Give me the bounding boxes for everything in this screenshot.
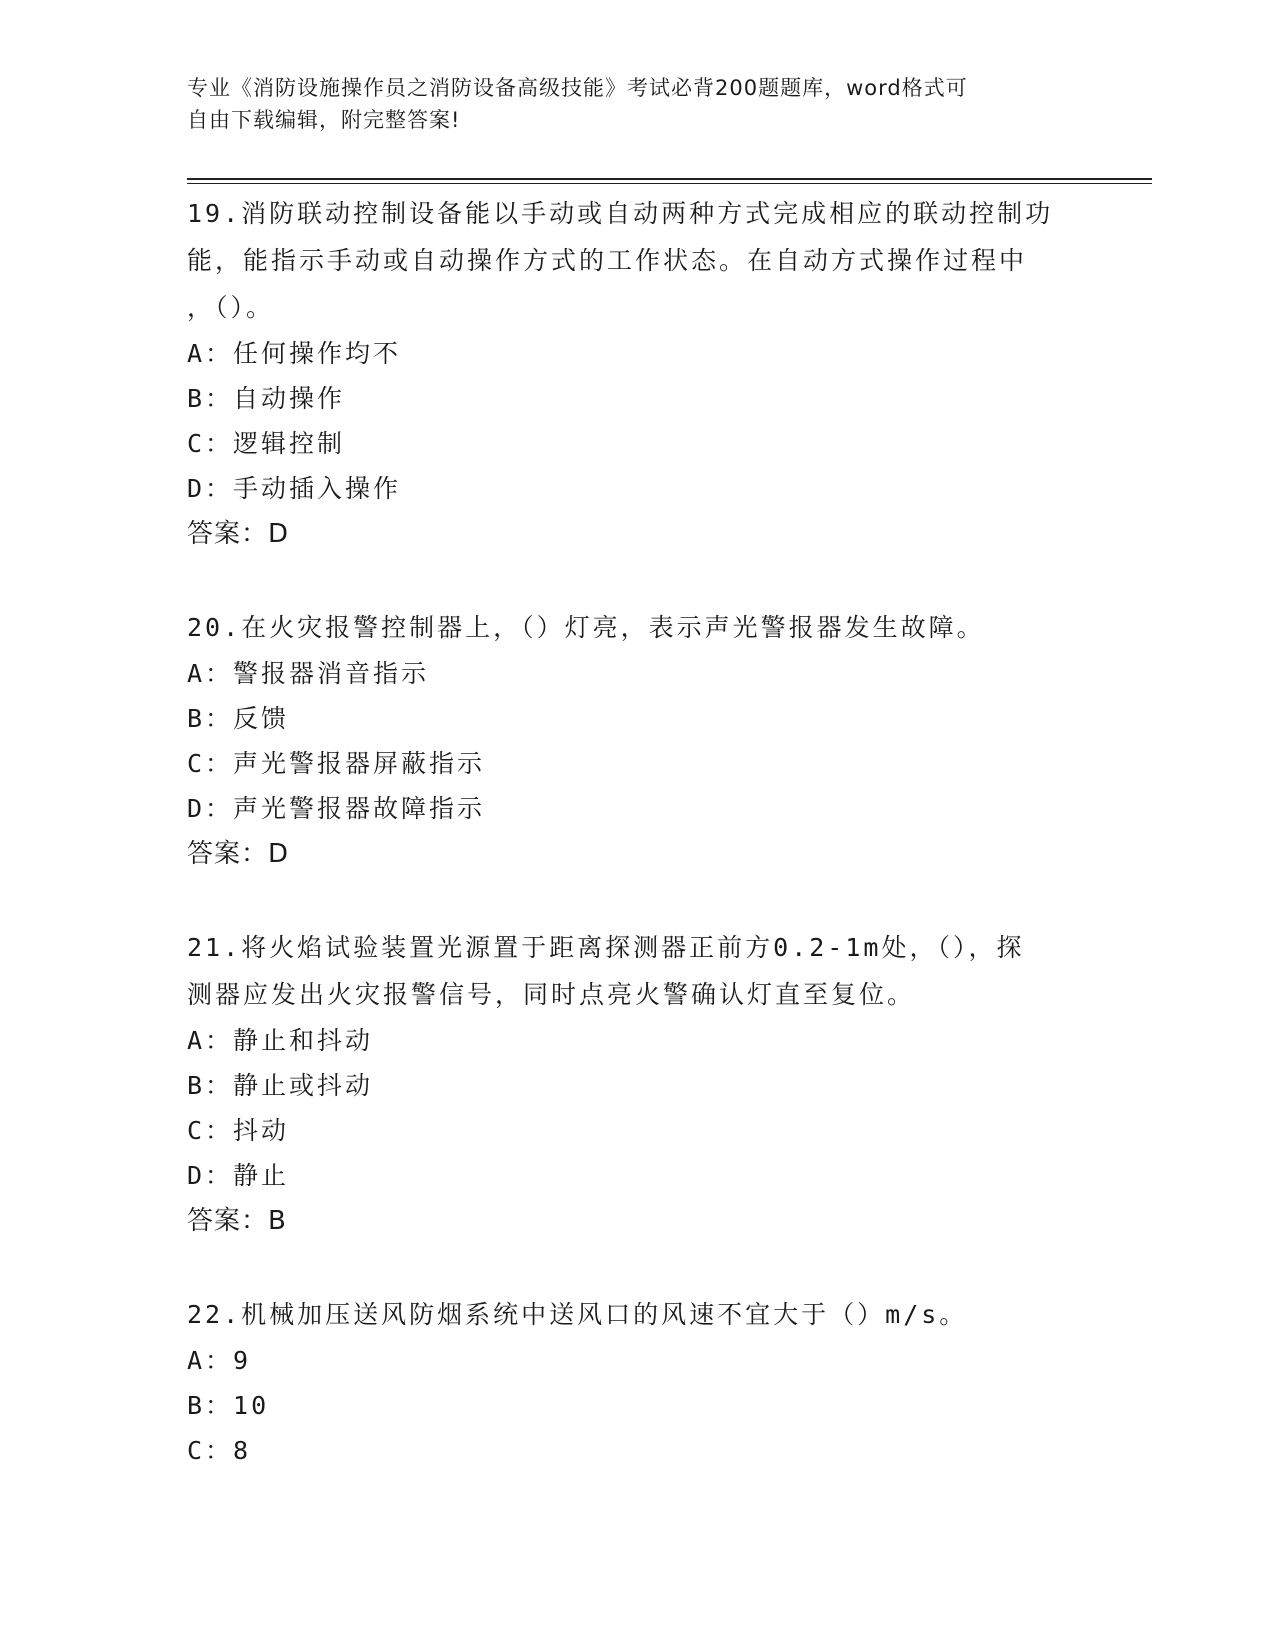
stem-line: 22.机械加压送风防烟系统中送风口的风速不宜大于（）m/s。 <box>187 1300 968 1329</box>
option-a: A：静止和抖动 <box>187 1026 374 1055</box>
answer: 答案：B <box>187 1206 287 1236</box>
option-a: A：警报器消音指示 <box>187 659 430 688</box>
option-b: B：自动操作 <box>187 384 346 413</box>
answer: 答案：D <box>187 519 290 549</box>
question-19 <box>187 190 1087 558</box>
option-d: D：手动插入操作 <box>187 474 402 503</box>
stem-line: 测器应发出火灾报警信号，同时点亮火警确认灯直至复位。 <box>187 980 916 1009</box>
option-c: C：逻辑控制 <box>187 429 346 458</box>
stem-line: ，（）。 <box>187 293 275 322</box>
question-20 <box>187 604 1087 878</box>
question-stem <box>187 190 1087 331</box>
question-stem <box>187 924 1087 1018</box>
stem-line: 19.消防联动控制设备能以手动或自动两种方式完成相应的联动控制功 <box>187 199 1054 228</box>
question-21 <box>187 924 1087 1245</box>
question-stem <box>187 1291 1087 1338</box>
option-c: C：8 <box>187 1436 252 1465</box>
header-line-2: 自由下载编辑，附完整答案! <box>187 108 461 132</box>
document-header <box>187 72 1067 136</box>
option-d: D：静止 <box>187 1161 290 1190</box>
question-list <box>187 190 1087 1519</box>
option-a: A：任何操作均不 <box>187 339 402 368</box>
option-c: C：抖动 <box>187 1116 290 1145</box>
option-a: A：9 <box>187 1346 252 1375</box>
stem-line: 20.在火灾报警控制器上，（）灯亮，表示声光警报器发生故障。 <box>187 613 985 642</box>
stem-line: 能，能指示手动或自动操作方式的工作状态。在自动方式操作过程中 <box>187 246 1028 275</box>
question-22 <box>187 1291 1087 1473</box>
option-c: C：声光警报器屏蔽指示 <box>187 749 486 778</box>
header-divider-thin <box>187 183 1152 184</box>
option-b: B：10 <box>187 1391 270 1420</box>
option-d: D：声光警报器故障指示 <box>187 794 486 823</box>
option-b: B：静止或抖动 <box>187 1071 374 1100</box>
option-b: B：反馈 <box>187 704 290 733</box>
header-line-1: 专业《消防设施操作员之消防设备高级技能》考试必背200题题库，word格式可 <box>187 76 968 100</box>
header-divider-thick <box>187 178 1152 180</box>
answer: 答案：D <box>187 839 290 869</box>
stem-line: 21.将火焰试验装置光源置于距离探测器正前方0.2-1m处，（），探 <box>187 933 1025 962</box>
question-stem <box>187 604 1087 651</box>
